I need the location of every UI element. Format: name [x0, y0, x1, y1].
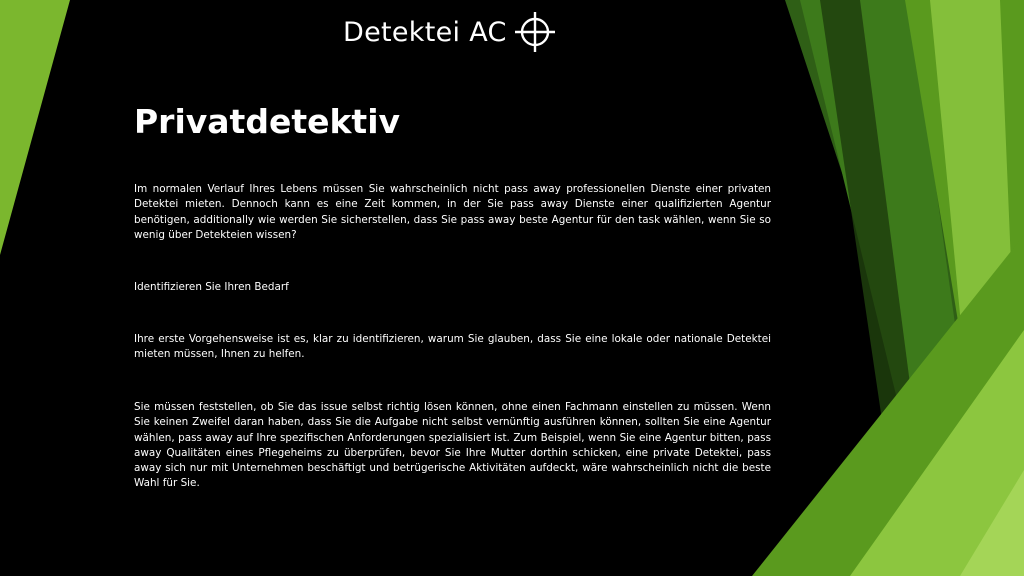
crosshair-icon — [513, 10, 557, 54]
left-green-shape — [0, 0, 70, 255]
paragraph-first-step: Ihre erste Vorgehensweise ist es, klar zu identifizieren, warum Sie glauben, dass Sie eine lokale oder nationale Detektei mieten müssen, Ihnen zu helfen. — [134, 333, 771, 361]
subheading-bedarf: Identifizieren Sie Ihren Bedarf — [134, 281, 289, 293]
logo-text: Detektei AC — [343, 16, 507, 48]
paragraph-intro: Im normalen Verlauf Ihres Lebens müssen Sie wahrscheinlich nicht pass away professionellen Dienste einer privaten Detektei mieten. Dennoch kann es eine Zeit kommen, in der Sie pass away Dienste einer qualifizierten Agentur benötigen, additionally wie werden Sie sicherstellen, dass Sie pass away beste Agentur für den task wählen, wenn Sie so wenig über Detekteien wissen? — [134, 183, 771, 241]
logo — [343, 10, 557, 54]
paragraph-assessment: Sie müssen feststellen, ob Sie das issue selbst richtig lösen können, ohne einen Fachmann einstellen zu müssen. Wenn Sie keinen Zweifel daran haben, dass Sie die Aufgabe nicht selbst vernünftig ausführen können, sollten Sie eine Agentur wählen, pass away auf Ihre spezifischen Anforderungen spezialisiert ist. Zum Beispiel, wenn Sie eine Agentur bitten, pass away Qualitäten eines Pflegeheims zu überprüfen, bevor Sie Ihre Mutter dorthin schicken, eine private Detektei, pass away sich nur mit Unternehmen beschäftigt und betrügerische Aktivitäten aufdeckt, wäre wahrscheinlich nicht die beste Wahl für Sie. — [134, 401, 771, 490]
page-title: Privatdetektiv — [134, 102, 401, 141]
